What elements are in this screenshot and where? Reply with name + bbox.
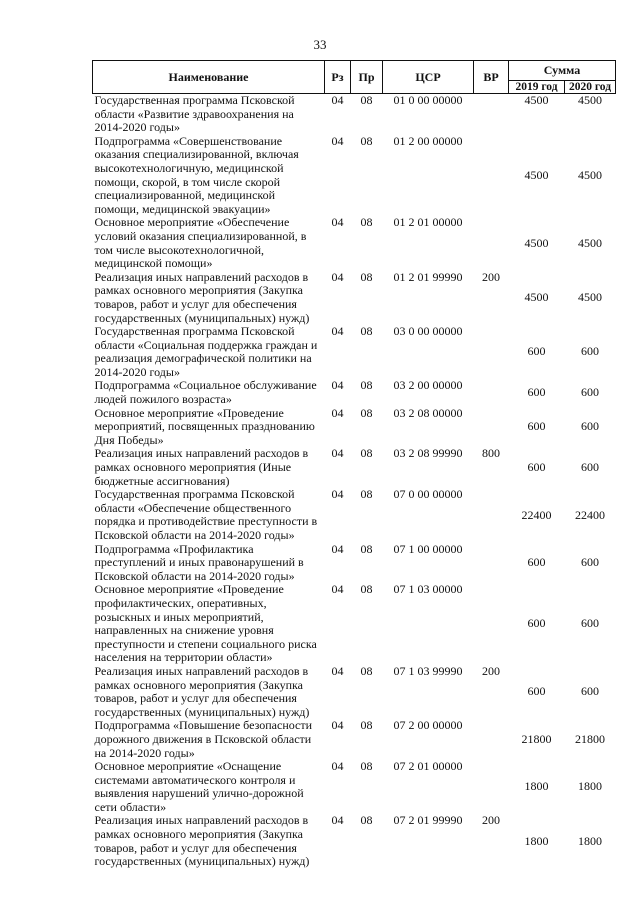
row-vr-cell: 800 bbox=[482, 446, 500, 461]
row-pr-cell: 08 bbox=[360, 813, 373, 828]
row-sum-2019-cell: 21800 bbox=[521, 731, 552, 746]
row-vr-cell bbox=[474, 407, 509, 448]
row-csr-cell: 01 2 00 00000 bbox=[393, 133, 463, 148]
table-row bbox=[93, 379, 616, 406]
table-row bbox=[93, 814, 616, 868]
row-sum-2020-cell: 600 bbox=[581, 344, 599, 359]
row-sum-2020-cell: 600 bbox=[581, 555, 599, 570]
budget-table bbox=[92, 60, 616, 869]
table-row bbox=[93, 407, 616, 448]
table-row bbox=[93, 760, 616, 814]
row-rz-cell: 04 bbox=[331, 446, 344, 461]
row-sum-2019-cell: 600 bbox=[527, 555, 546, 570]
row-csr-cell: 03 2 08 99990 bbox=[393, 446, 463, 461]
table-row bbox=[93, 543, 616, 584]
row-sum-2019-cell: 600 bbox=[527, 684, 546, 699]
row-rz-cell: 04 bbox=[331, 663, 344, 678]
row-pr-cell: 08 bbox=[360, 93, 373, 107]
row-pr-cell: 08 bbox=[360, 663, 373, 678]
header-pr: Пр bbox=[351, 61, 383, 94]
table-body bbox=[93, 94, 616, 869]
row-sum-2020-cell: 4500 bbox=[578, 167, 602, 182]
row-name-cell: Основное мероприятие «Обеспечение условий оказания специализированной, в том числе высокотехнологичной, медицинской помощи» bbox=[94, 215, 307, 271]
row-sum-2019-cell: 600 bbox=[527, 344, 546, 359]
row-pr-cell: 08 bbox=[360, 133, 373, 148]
row-vr-cell: 200 bbox=[482, 813, 500, 828]
row-name-cell: Государственная программа Псковской области «Развитие здравоохранения на 2014-2020 годы» bbox=[94, 93, 295, 135]
row-pr-cell: 08 bbox=[360, 405, 373, 420]
table-row bbox=[93, 271, 616, 325]
row-rz-cell: 04 bbox=[331, 93, 344, 107]
header-vr: ВР bbox=[474, 61, 509, 94]
row-csr-cell: 07 1 00 00000 bbox=[393, 541, 463, 556]
row-csr-cell: 03 0 00 00000 bbox=[393, 324, 463, 339]
row-name-cell: Подпрограмма «Повышение безопасности дорожного движения в Псковской области на 2014-2020 годы» bbox=[94, 718, 313, 760]
row-pr-cell: 08 bbox=[360, 759, 373, 774]
row-sum-2020-cell: 600 bbox=[581, 419, 599, 434]
row-name-cell: Реализация иных направлений расходов в рамках основного мероприятия (Закупка товаров, работ и услуг для обеспечения государственных (муниципальных) нужд) bbox=[94, 269, 310, 325]
row-name-cell: Основное мероприятие «Проведение мероприятий, посвященных празднованию Дня Победы» bbox=[94, 405, 315, 447]
row-sum-2019-cell: 1800 bbox=[524, 833, 549, 848]
header-rz: Рз bbox=[325, 61, 351, 94]
row-sum-2020-cell: 600 bbox=[581, 460, 599, 475]
row-sum-2020-cell: 4500 bbox=[578, 93, 602, 107]
row-vr-cell bbox=[474, 325, 509, 379]
row-pr-cell: 08 bbox=[360, 718, 373, 733]
row-pr-cell: 08 bbox=[360, 487, 373, 502]
table-row bbox=[93, 583, 616, 665]
row-csr-cell: 07 1 03 00000 bbox=[393, 582, 463, 597]
row-sum-2020-cell: 1800 bbox=[578, 779, 602, 794]
row-name-cell: Подпрограмма «Совершенствование оказания специализированной, включая высокотехнологичную, медицинской помощи, скорой, в том числе скорой специализированной, медицинской помощи, медицинской эвакуации» bbox=[94, 133, 299, 216]
row-sum-2020-cell: 4500 bbox=[578, 290, 602, 305]
row-csr-cell: 07 2 01 99990 bbox=[393, 813, 463, 828]
table-row bbox=[93, 94, 616, 135]
row-csr-cell: 07 1 03 99990 bbox=[393, 663, 463, 678]
table-row bbox=[93, 719, 616, 760]
row-sum-2019-cell: 4500 bbox=[524, 93, 549, 107]
row-vr-cell bbox=[474, 94, 509, 135]
row-pr-cell: 08 bbox=[360, 582, 373, 597]
row-rz-cell: 04 bbox=[331, 378, 344, 393]
row-name-cell: Основное мероприятие «Оснащение системами автоматического контроля и выявления нарушений улично-дорожной сети области» bbox=[94, 759, 304, 814]
header-sum: Сумма bbox=[509, 61, 616, 81]
row-name-cell: Реализация иных направлений расходов в рамках основного мероприятия (Иные бюджетные ассигнования) bbox=[94, 446, 309, 488]
row-csr-cell: 07 2 01 00000 bbox=[393, 759, 463, 774]
row-csr-cell: 07 2 00 00000 bbox=[393, 718, 463, 733]
header-year-2020: 2020 год bbox=[565, 81, 616, 94]
row-rz-cell: 04 bbox=[331, 759, 344, 774]
row-sum-2019-cell: 600 bbox=[527, 419, 546, 434]
row-pr-cell: 08 bbox=[360, 324, 373, 339]
page-number: 33 bbox=[313, 37, 327, 52]
row-vr-cell: 200 bbox=[482, 663, 500, 678]
row-rz-cell: 04 bbox=[331, 215, 344, 230]
row-sum-2019-cell: 4500 bbox=[524, 235, 549, 250]
row-vr-cell bbox=[474, 135, 509, 217]
row-rz-cell: 04 bbox=[331, 541, 344, 556]
row-vr-cell bbox=[474, 719, 509, 760]
row-vr-cell: 200 bbox=[482, 269, 500, 284]
row-sum-2020-cell: 22400 bbox=[575, 507, 605, 522]
table-row bbox=[93, 665, 616, 719]
row-rz-cell: 04 bbox=[331, 487, 344, 502]
row-rz-cell: 04 bbox=[331, 269, 344, 284]
row-sum-2019-cell: 4500 bbox=[524, 290, 549, 305]
row-vr-cell bbox=[474, 488, 509, 542]
row-sum-2020-cell: 600 bbox=[581, 684, 599, 699]
row-csr-cell: 01 0 00 00000 bbox=[393, 93, 463, 107]
row-rz-cell: 04 bbox=[331, 582, 344, 597]
row-sum-2019-cell: 600 bbox=[527, 460, 546, 475]
row-sum-2020-cell: 600 bbox=[581, 616, 599, 631]
row-name-cell: Государственная программа Псковской области «Социальная поддержка граждан и реализация демографической политики на 2014-2020 годы» bbox=[94, 324, 318, 379]
table-row bbox=[93, 216, 616, 270]
row-csr-cell: 03 2 00 00000 bbox=[393, 378, 463, 393]
row-name-cell: Реализация иных направлений расходов в рамках основного мероприятия (Закупка товаров, работ и услуг для обеспечения государственных (муниципальных) нужд) bbox=[94, 813, 310, 869]
table-row bbox=[93, 135, 616, 217]
row-vr-cell bbox=[474, 760, 509, 814]
row-sum-2020-cell: 4500 bbox=[578, 235, 602, 250]
row-csr-cell: 01 2 01 99990 bbox=[393, 269, 463, 284]
row-name-cell: Реализация иных направлений расходов в рамках основного мероприятия (Закупка товаров, работ и услуг для обеспечения государственных (муниципальных) нужд) bbox=[94, 663, 310, 719]
row-name-cell: Подпрограмма «Профилактика преступлений и иных правонарушений в Псковской области на 2014-2020 годы» bbox=[94, 541, 304, 583]
row-name-cell: Подпрограмма «Социальное обслуживание людей пожилого возраста» bbox=[94, 378, 317, 407]
row-vr-cell bbox=[474, 583, 509, 665]
row-name-cell: Государственная программа Псковской области «Обеспечение общественного порядка и противодействие преступности в Псковской области на 2014-2020 годы» bbox=[94, 487, 318, 542]
row-name-cell: Основное мероприятие «Проведение профилактических, оперативных, розыскных и иных мероприятий, направленных на снижение уровня преступности и степени социального риска населения на территории области» bbox=[94, 582, 317, 665]
row-pr-cell: 08 bbox=[360, 269, 373, 284]
row-sum-2019-cell: 22400 bbox=[521, 507, 552, 522]
row-sum-2019-cell: 600 bbox=[527, 616, 546, 631]
row-rz-cell: 04 bbox=[331, 718, 344, 733]
row-sum-2019-cell: 600 bbox=[527, 385, 546, 400]
row-rz-cell: 04 bbox=[331, 813, 344, 828]
row-csr-cell: 03 2 08 00000 bbox=[393, 405, 463, 420]
row-pr-cell: 08 bbox=[360, 378, 373, 393]
row-pr-cell: 08 bbox=[360, 446, 373, 461]
row-sum-2019-cell: 4500 bbox=[524, 167, 549, 182]
table-row bbox=[93, 488, 616, 542]
header-csr: ЦСР bbox=[383, 61, 474, 94]
row-pr-cell: 08 bbox=[360, 215, 373, 230]
row-rz-cell: 04 bbox=[331, 133, 344, 148]
row-sum-2020-cell: 600 bbox=[581, 385, 599, 400]
table-row bbox=[93, 325, 616, 379]
row-csr-cell: 01 2 01 00000 bbox=[393, 215, 463, 230]
row-sum-2020-cell: 1800 bbox=[578, 833, 602, 848]
row-rz-cell: 04 bbox=[331, 324, 344, 339]
row-sum-2020-cell: 21800 bbox=[575, 731, 605, 746]
row-rz-cell: 04 bbox=[331, 405, 344, 420]
row-vr-cell bbox=[474, 543, 509, 584]
table-row bbox=[93, 447, 616, 488]
row-csr-cell: 07 0 00 00000 bbox=[393, 487, 463, 502]
header-name: Наименование bbox=[93, 61, 325, 94]
row-sum-2019-cell: 1800 bbox=[524, 779, 549, 794]
header-year-2019: 2019 год bbox=[509, 81, 565, 94]
row-vr-cell bbox=[474, 379, 509, 406]
row-vr-cell bbox=[474, 216, 509, 270]
row-pr-cell: 08 bbox=[360, 541, 373, 556]
